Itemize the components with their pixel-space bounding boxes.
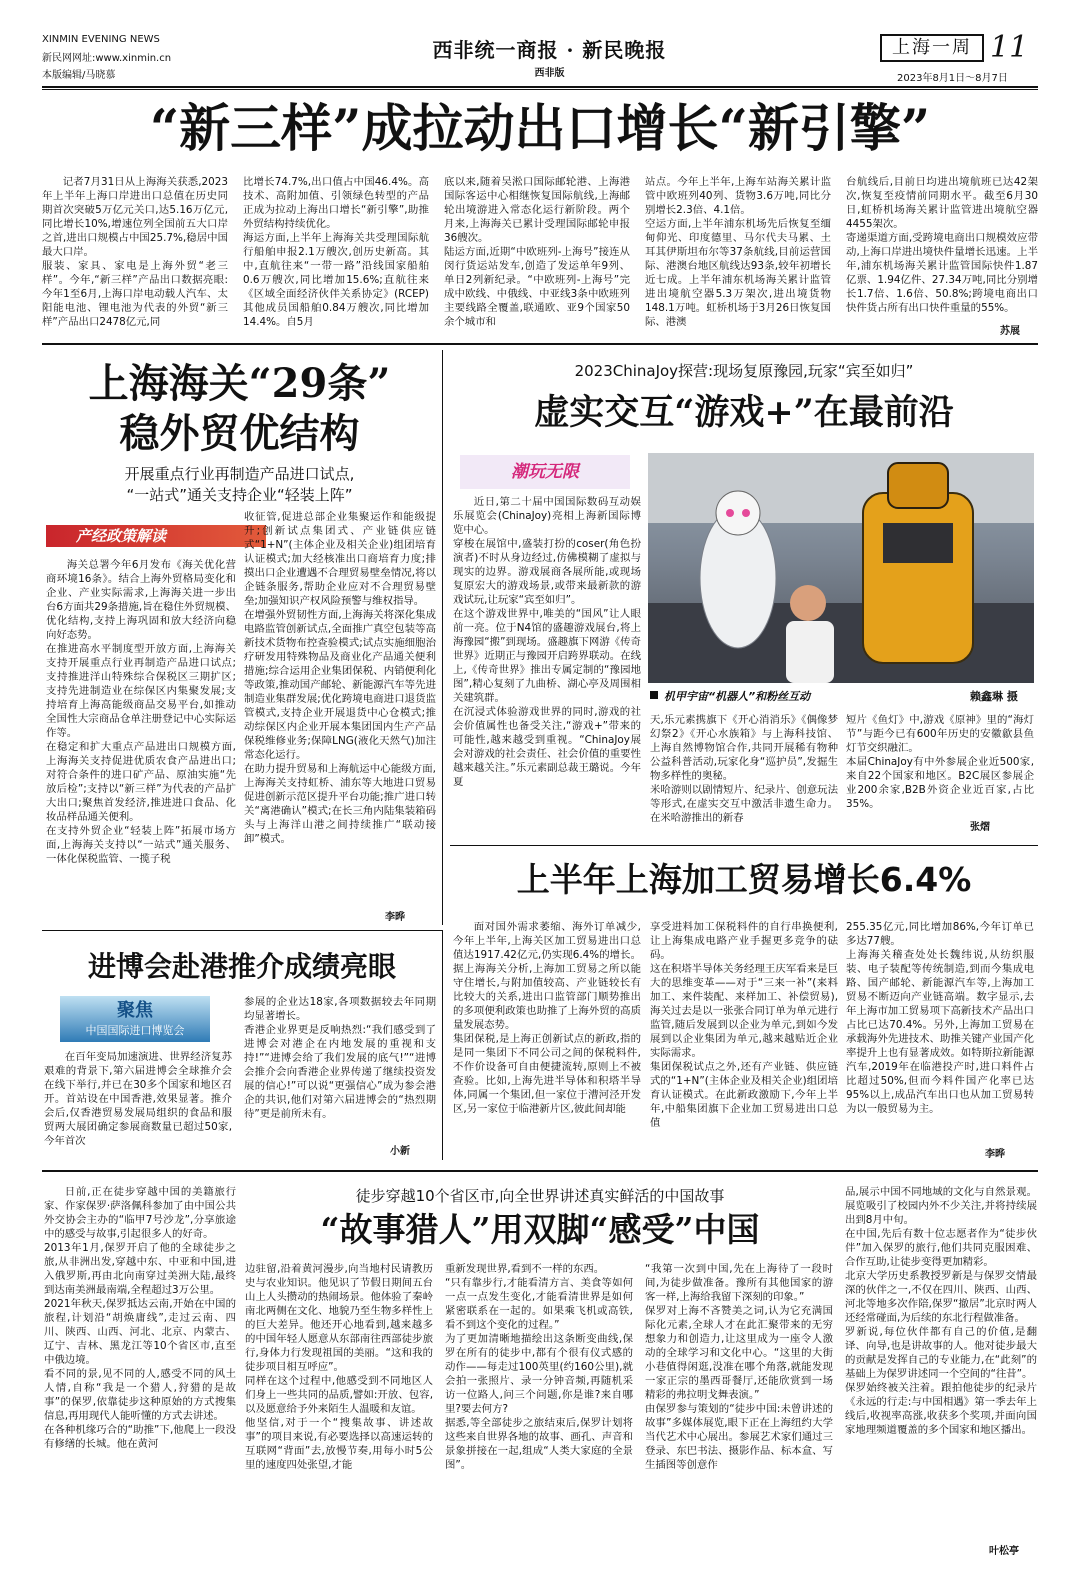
- customs-col-1: [46, 558, 236, 918]
- ciie-byline: 小新: [390, 1146, 410, 1157]
- ciie-badge-sub: 中国国际进口博览会: [85, 1024, 185, 1037]
- walker-text-4: “我第一次到中国,先在上海待了一段时间,为徒步做准备。豫所有其他国家的游客一样,上海给我留下深刻的印象。” 保罗对上海不吝赞美之词,认为它充满国际化元素,全球人才在此汇聚带来的无穷想象力和创造力,让这里成为一座令人激动的全球学习和文化中心。“这里的大街小巷值得闲逛,没准在哪个角落,就能发现一家正宗的墨西哥餐厅,还能欣赏到一场精彩的弗拉明戈舞表演。” 由保罗参与策划的“徒步中国:未曾讲述的故事”多媒体展览,眼下正在上海纽约大学当代艺术中心展出。参展艺术家们通过三登录、东巴书法、摄影作品、标本盒、写生插图等创意作: [645, 1263, 833, 1471]
- chinajoy-col-3: [846, 713, 1034, 823]
- lead-col-4: [645, 175, 831, 335]
- walker-col-4: [645, 1262, 833, 1555]
- processing-col-2: [650, 920, 838, 1160]
- ciie-badge-title: 聚焦: [117, 1000, 153, 1021]
- chinajoy-photo: [648, 453, 1034, 683]
- page-editor: 本版编辑/马晓慕: [42, 70, 116, 81]
- photo-scene: [648, 453, 1034, 683]
- customs-text-2: 收征管,促进总部企业集聚运作和能级提升;创新试点集团式、产业链供应链式“1+N”(主体企业及相关企业)组团培育认证模式;加大经核准出口商培育力度;排摸出口企业遭遇不合理贸易壁垒情况,将以企链条服务,帮助企业应对不合理贸易壁垒;加强知识产权风险预警与维权指导。 在增强外贸韧性方面,上海海关将深化集成电路监管创新试点,全面推广真空包装等高新技术货物布控查验模式;试点实施细胞治疗研发用特殊物品及商业化产品通关便利措施;综合运用企业集团保税、内销便利化等政策,推动国产邮轮、新能源汽车等先进制造业集群发展;优化跨境电商进口退货监管模式,支持企业开展退货中心仓模式;推动综保区内企业开展本集团国内生产产品保税维修业务;保障LNG(液化天然气)加注常态化运行。 在助力提升贸易和上海航运中心能级方面,上海海关支持虹桥、浦东等大地进口贸易促进创新示范区提升平台功能;推广进口转关“离港确认”模式;在长三角内陆集装箱码头与上海洋山港之间持续推广“联动接卸”模式。: [244, 511, 436, 845]
- lead-col-2: [243, 175, 429, 335]
- ciie-text-1: 在百年变局加速演进、世界经济复苏艰难的背景下,第六届进博会全球推介会在线下举行,并已在30多个国家和地区召开。首站设在中国香港,效果显著。推介会后,仅香港贸易发展局组织的食品和服贸两大展团确定参展商数量已超过50家,今年首次: [44, 1051, 232, 1147]
- newspaper-logo: 西非统一商报 · 新民晚报: [432, 38, 667, 62]
- chinajoy-headline: 虚实交互“游戏+”在最前沿: [534, 392, 954, 433]
- lead-text-1: 记者7月31日从上海海关获悉,2023年上半年上海口岸进出口总值在历史同期首次突破5万亿元关口,达5.16万亿元,同比增长10%,增速位列全国前五大口岸之首,进出口规模占中国25.7%,稳居中国最大口岸。 服装、家具、家电是上海外贸“老三样”。今年,“新三样”产品出口数据亮眼:今年1至6月,上海口岸电动载人汽车、太阳能电池、锂电池为代表的外贸“新三样”产品出口2478亿元,同: [42, 176, 228, 328]
- ciie-col-2: [244, 995, 436, 1145]
- column-divider-left: [442, 350, 443, 925]
- customs-column-badge: 产经政策解读: [46, 525, 266, 547]
- processing-byline: 李晔: [985, 1149, 1005, 1160]
- customs-text-1: 海关总署今年6月发布《海关优化营商环境16条》。结合上海外贸格局变化和企业、产业实际需求,上海海关进一步出台6方面共29条措施,旨在稳住外贸规模、优化结构,支持上海巩固和放大经济向稳向好态势。 在推进高水平制度型开放方面,上海海关支持开展重点行业再制造产品进口试点;支持推进洋山特殊综合保税区三期扩区;支持先进制造业在综保区内集聚发展;支持培育上海高能级商品交易平台,如推动全国性大宗商品仓单注册登记中心实际运作等。 在稳定和扩大重点产品进出口规模方面,上海海关支持促进优质农食产品进出口;对符合条件的进口矿产品、原油实施“先放后检”;支持以“新三样”为代表的产品扩大出口;聚焦首发经济,推进进口食品、化妆品样品通关便利。 在支持外贸企业“轻装上阵”拓展市场方面,上海海关支持以“一站式”通关服务、一体化保税监管、一揽子税: [46, 559, 236, 865]
- processing-col-1: [453, 920, 641, 1160]
- section-title: 上海一周: [880, 34, 984, 62]
- customs-subtitle-2: “一站式”通关支持企业“轻装上阵”: [126, 486, 353, 504]
- walker-text-2: 边驻留,沿着黄河漫步,向当地村民请教历史与农业知识。他见识了节假日期间五台山上人头攒动的热闹场景。他体验了秦岭南北两侧在文化、地貌乃至生物多样性上的巨大差异。他还开心地看到,越来越多的中国年轻人愿意从东部南往西部徒步旅行,身体力行发现祖国的美丽。“这和我的徒步项目相互呼应”。 同样在这个过程中,他感受到不同地区人们身上一些共同的品质,譬如:开放、包容,以及愿意给予外来陌生人温暖和友谊。 他坚信,对于一个“搜集故事、讲述故事”的项目来说,有必要选择以高速运转的互联网“背面”去,放慢节奏,用每小时5公里的速度四处张望,才能: [245, 1263, 433, 1471]
- masthead: [42, 30, 1042, 86]
- photo-robot-eye-left: [726, 509, 734, 517]
- chinajoy-column-badge: 潮玩无限: [460, 455, 630, 489]
- masthead-rule-thin: [42, 89, 1038, 90]
- chinajoy-text-1: 近日,第二十届中国国际数码互动娱乐展览会(ChinaJoy)亮相上海新国际博览中心。 穿梭在展馆中,盛装打扮的coser(角色扮演者)不时从身边经过,仿佛模糊了虚拟与现实的边界。游戏展商各展所能,或现场复原宏大的游戏场景,或带来最新款的游戏试玩,让玩家“宾至如归”。 在这个游戏世界中,唯美的“国风”让人眼前一亮。位于N4馆的盛趣游戏展台,将上海豫园“搬”到现场。盛趣旗下网游《传奇世界》近期正与豫园开启跨界联动。在线上,《传奇世界》推出专属定制的“豫园地图”,精心复刻了九曲桥、湖心亭及周围相关建筑群。 在沉浸式体验游戏世界的同时,游戏的社会价值属性也备受关注,“游戏+”带来的可能性,越来越受到重视。“ChinaJoy展会对游戏的社会责任、社会价值的重要性越来越关注。”乐元素副总裁王璐说。今年夏: [453, 496, 641, 788]
- lead-divider: [42, 343, 1038, 345]
- lead-text-2: 比增长74.7%,出口值占中国46.4%。高技术、高附加值、引领绿色转型的产品正成为拉动上海出口增长“新引擎”,助推外贸结构持续优化。 海运方面,上半年上海海关共受理国际航行船舶申报2.1万艘次,创历史新高。其中,直航往来“一带一路”沿线国家船舶0.6万艘次,同比增加15.6%;直航往来《区域全面经济伙伴关系协定》(RCEP)其他成员国船舶0.84万艘次,同比增加14.4%。自5月: [243, 176, 429, 328]
- chinajoy-col-2: [650, 713, 838, 835]
- chinajoy-photo-credit: 赖鑫琳 摄: [970, 690, 1018, 703]
- walker-byline: 叶松亭: [985, 1542, 1019, 1557]
- page-number: 11: [990, 30, 1029, 65]
- lead-byline: 苏展: [1000, 326, 1020, 337]
- chinajoy-divider: [450, 845, 1038, 846]
- photo-fan-head: [790, 585, 826, 621]
- processing-headline: 上半年上海加工贸易增长6.4%: [516, 860, 972, 899]
- chinajoy-text-2: 天,乐元素携旗下《开心消消乐》《偶像梦幻祭2》《开心水族箱》与上海科技馆、上海自然博物馆合作,共同开展稀有物种公益科普活动,玩家化身“巡护员”,发掘生物多样性的奥秘。 米哈游则以剧情短片、纪录片、创意玩法等形式,在虚实交互中激活非遗生命力。在米哈游推出的新春: [650, 714, 838, 824]
- customs-subtitle-1: 开展重点行业再制造产品进口试点,: [124, 465, 355, 483]
- walker-text-1: 日前,正在徒步穿越中国的美籍旅行家、作家保罗·萨洛佩科参加了由中国公共外交协会主办的“临甲7号沙龙”,分享旅途中的感受与故事,引起很多人的好奇。 2013年1月,保罗开启了他的全球徒步之旅,从非洲出发,穿越中东、中亚和中国,进入俄罗斯,再由北向南穿过美洲大陆,最终到达南美洲最南端,全程超过3万公里。 2021年秋天,保罗抵达云南,开始在中国的旅程,计划沿“胡焕庸线”,走过云南、四川、陕西、山西、河北、北京、内蒙古、辽宁、吉林、黑龙江等10个省区市,直至中俄边境。 看不同的景,见不同的人,感受不同的风土人情,自称“我是一个猎人,狩猎的是故事”的保罗,依靠徒步这种原始的方式搜集信息,再用现代人能听懂的方式去讲述。 在各种机缘巧合的“助推”下,他爬上一段没有修缮的长城。他在黄河: [44, 1186, 236, 1450]
- chinajoy-kicker: 2023ChinaJoy探营:现场复原豫园,玩家“宾至如归”: [574, 362, 914, 380]
- edition-label: 西非版: [534, 68, 565, 79]
- photo-yellow-robot: [863, 493, 973, 663]
- lead-text-4: 站点。今年上半年,上海车站海关累计监管中欧班列40列、货物3.6万吨,同比分别增长2.3倍、4.1倍。 空运方面,上半年浦东机场先后恢复至缅甸仰光、印度德里、马尔代夫马累、土耳其伊斯坦布尔等37条航线,目前运营国际、港澳台地区航线达93条,较年初增长近七成。上半年浦东机场海关累计监管进出境航空器5.3万架次,进出境货物148.1万吨。虹桥机场于3月26日恢复国际、港澳: [645, 176, 831, 328]
- lead-text-5: 台航线后,目前日均进出境航班已达42架次,恢复至疫情前同期水平。截至6月30日,虹桥机场海关累计监管进出境航空器4455架次。 寄递渠道方面,受跨境电商出口规模效应带动,上海口岸进出境快件量增长迅速。上半年,浦东机场海关累计监管国际快件1.87亿票、1.94亿件、27.34万吨,同比分别增长1.7倍、1.6倍、50.8%;跨境电商出口快件货占所有出口快件重量的55%。: [846, 176, 1038, 314]
- ciie-headline: 进博会赴港推介成绩亮眼: [87, 950, 396, 983]
- photo-hall-ceiling: [648, 453, 1034, 523]
- lead-col-5: [846, 175, 1038, 325]
- customs-headline-2: 稳外贸优结构: [119, 410, 360, 457]
- walker-headline: “故事猎人”用双脚“感受”中国: [320, 1210, 760, 1249]
- processing-col-3: [846, 920, 1034, 1150]
- photo-white-robot-head: [716, 491, 760, 535]
- chinajoy-byline: 张熠: [970, 822, 990, 833]
- column-divider-lower: [442, 930, 443, 1160]
- paper-name-en: XINMIN EVENING NEWS: [42, 34, 160, 45]
- lead-col-3: [444, 175, 630, 335]
- masthead-rule: [42, 86, 1038, 88]
- photo-caption-marker: [650, 691, 658, 699]
- walker-col-5: [845, 1185, 1037, 1555]
- walker-kicker: 徒步穿越10个省区市,向全世界讲述真实鲜活的中国故事: [355, 1187, 725, 1205]
- lead-text-3: 底以来,随着吴淞口国际邮轮港、上海港国际客运中心相继恢复国际航线,上海邮轮出境游进入常态化运行新阶段。两个月来,上海海关已累计受理国际邮轮申报36艘次。 陆运方面,近期“中欧班列-上海号”接连从闵行货运站发车,创造了发运单年9列、单日2列新纪录。“中欧班列-上海号”完成中欧线、中俄线、中亚线3条中欧班列主要线路全覆盖,联通欧、亚9个国家50余个城市和: [444, 176, 630, 328]
- date-range: 2023年8月1日～8月7日: [897, 73, 1008, 84]
- ciie-text-2: 参展的企业达18家,各项数据较去年同期均显著增长。 香港企业界更是反响热烈:“我们感受到了进博会对港企在内地发展的重视和支持!”“进博会给了我们发展的底气!”“进博会推介会向香港企业界传递了继续投资发展的信心!”可以说“更强信心”成为参会港企的共识,他们对第六届进博会的“热烈期待”更是前所未有。: [244, 996, 436, 1120]
- walker-text-5: 品,展示中国不同地域的文化与自然景观。展览吸引了校园内外不少关注,并将持续展出到8月中旬。 在中国,先后有数十位志愿者作为“徒步伙伴”加入保罗的旅行,他们共同克服困难、合作互助,让徒步变得更加精彩。 北京大学历史系教授罗新是与保罗交情最深的伙伴之一,不仅在四川、陕西、山西、河北等地多次作陪,保罗“撤居”北京时两人还经常碰面,为后续的东北行程做准备。 罗新说,每位伙伴都有自己的价值,是翻译、向导,也是讲故事的人。他对徒步最大的贡献是发挥自己的专业能力,在“此刻”的基础上为保罗讲述同一个空间的“往昔”。 保罗始终被关注着。跟拍他徒步的纪录片《永远的行走:与中国相遇》第一季去年上线后,收视率高涨,收获多个奖项,并面向国家地理频道覆盖的多个国家和地区播出。: [845, 1186, 1037, 1436]
- chinajoy-col-1: [453, 495, 641, 835]
- photo-robot-eye-right: [742, 509, 750, 517]
- customs-byline: 李晔: [385, 912, 405, 923]
- customs-col-2: [244, 510, 436, 910]
- processing-text-3: 255.35亿元,同比增加86%,今年订单已多达77艘。 上海海关稽查处处长魏纬说,从纺织服装、电子装配等传统制造,到而今集成电路、国产邮轮、新能源汽车等,上海加工贸易不断迈向产业链高端。数字显示,去年上海市加工贸易项下高新技术产品出口占比已达70.4%。另外,上海加工贸易在承载海外先进技术、助推关键产业国产化率提升上也有显著成效。如特斯拉新能源汽车,2019年在临港投产时,进口料件占比超过50%,但而今料件国产化率已达95%以上,成品汽车出口也从加工贸易转为以一般贸易为主。: [846, 921, 1034, 1115]
- walker-text-3: 重新发现世界,看到不一样的东西。 “只有靠步行,才能看清方言、美食等如何一点一点发生变化,才能看清世界是如何紧密联系在一起的。如果乘飞机或高铁,看不到这个变化的过程。” 为了更加清晰地描绘出这条断变曲线,保罗在所有的徒步中,都有个很有仪式感的动作——每走过100英里(约160公里),就会拍一张照片、录一分钟音频,再随机采访一位路人,问三个问题,你是谁?来自哪里?要去何方? 据悉,等全部徒步之旅结束后,保罗计划将这些来自世界各地的故事、画孔、声音和景象拼接在一起,组成“人类大家庭的全景图”。: [445, 1263, 633, 1471]
- chinajoy-text-3: 短片《鱼灯》中,游戏《原神》里的“海灯节”与距今已有600年历史的安徽歙县鱼灯节交织融汇。 本届ChinaJoy有中外参展企业近500家,来自22个国家和地区。B2C展区参展企业200余家,B2B外资企业近百家,占比35%。: [846, 714, 1034, 810]
- walker-col-3: [445, 1262, 633, 1555]
- ciie-top-divider: [42, 930, 442, 931]
- ciie-badge: [60, 996, 210, 1042]
- walker-col-2: [245, 1262, 433, 1555]
- chinajoy-photo-caption: 机甲宇宙“机器人”和粉丝互动: [664, 690, 811, 703]
- website-url: 新民网网址:www.xinmin.cn: [42, 53, 172, 64]
- photo-yellow-robot-head: [888, 463, 948, 508]
- walker-col-1: [44, 1185, 236, 1555]
- ciie-col-1: [44, 1050, 232, 1155]
- photo-yellow-robot-chest: [883, 523, 953, 563]
- customs-headline-1: 上海海关“29条”: [88, 360, 391, 407]
- processing-text-2: 享受进料加工保税料件的自行串换便利,让上海集成电路产业手握更多竞争的砝码。 这在积塔半导体关务经理王庆军看来是巨大的思维变革——对于“三来一补”(来料加工、来件装配、来样加工、补偿贸易),海关过去是以一张张合同订单为单元进行监管,随后发展到以企业为单元,到如今发展到以企业集团为单元,越来越贴近企业实际需求。 集团保税试点之外,还有产业链、供应链式的“1+N”(主体企业及相关企业)组团培育认证模式。在此新政激励下,今年上半年,中船集团旗下企业加工贸易进出口总值: [650, 921, 838, 1129]
- photo-fan-body: [786, 621, 834, 683]
- lead-col-1: [42, 175, 228, 335]
- processing-text-1: 面对国外需求萎缩、海外订单减少,今年上半年,上海关区加工贸易进出口总值达1917.42亿元,仍实现6.4%的增长。据上海海关分析,上海加工贸易之所以能守住增长,与附加值较高、产业链较长有比较大的关系,进出口监管部门顺势推出的多项便利政策也助推了上海外贸的高质量发展态势。 集团保税,是上海正创新试点的新政,指的是同一集团下不同公司之间的保税料件,不作价设备可自由便捷流转,原则上不被查验。比如,上海先进半导体和积塔半导体,同属一个集团,但一家位于漕河泾开发区,另一家位于临港新片区,彼此间却能: [453, 921, 641, 1115]
- walker-top-divider: [42, 1170, 1038, 1172]
- lead-headline: “新三样”成拉动出口增长“新引擎”: [149, 99, 931, 159]
